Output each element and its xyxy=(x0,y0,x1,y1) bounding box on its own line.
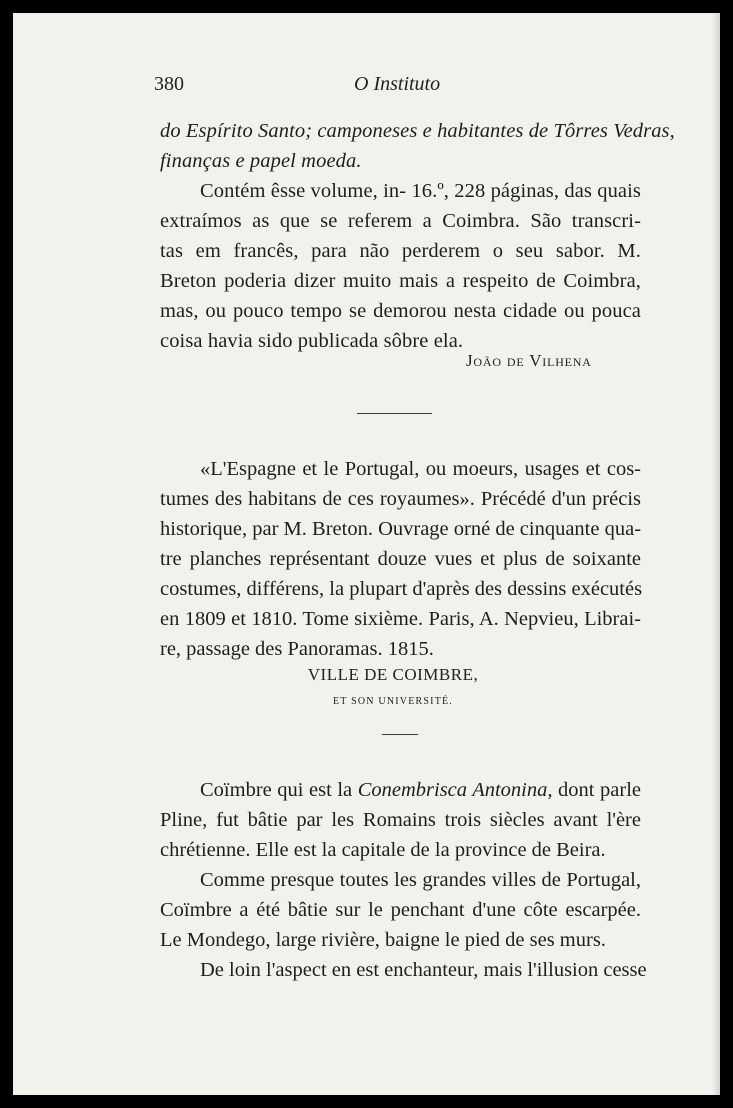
text-line: chrétienne. Elle est la capitale de la province de Beira. xyxy=(160,839,606,861)
text-line: en 1809 et 1810. Tome sixième. Paris, A. Nepvieu, Librai- xyxy=(160,608,641,630)
text-line: «L'Espagne et le Portugal, ou moeurs, usages et cos- xyxy=(200,458,641,480)
text-line: coisa havia sido publicada sôbre ela. xyxy=(160,330,464,352)
section-2-text xyxy=(160,454,641,664)
book-page xyxy=(13,13,720,1095)
chapter-subheading: ET SON UNIVERSITÉ. xyxy=(332,696,454,707)
text-line: tre planches représentant douze vues et plus de soixante xyxy=(160,548,641,570)
text-line: tumes des habitans de ces royaumes». Précédé d'un précis xyxy=(160,488,641,510)
text-line: De loin l'aspect en est enchanteur, mais l'illusion cesse xyxy=(200,959,647,981)
text-line: Pline, fut bâtie par les Romains trois siècles avant l'ère xyxy=(160,809,641,831)
text-fragment: dont parle xyxy=(552,779,641,801)
text-line: do Espírito Santo; camponeses e habitantes de Tôrres Vedras, xyxy=(160,120,675,142)
chapter-heading: VILLE DE COIMBRE, xyxy=(307,665,479,684)
section-divider xyxy=(357,413,432,414)
text-line: re, passage des Panoramas. 1815. xyxy=(160,638,434,660)
text-line: costumes, différens, la plupart d'après des dessins exécutés xyxy=(160,578,643,600)
section-1-text xyxy=(160,116,675,356)
text-line: Comme presque toutes les grandes villes de Portugal, xyxy=(200,869,641,891)
text-line: Contém êsse volume, in- 16.º, 228 páginas, das quais xyxy=(200,180,641,202)
text-line: Coïmbre a été bâtie sur le penchant d'une côte escarpée. xyxy=(160,899,641,921)
section-3-text xyxy=(160,775,647,985)
text-fragment: Coïmbre qui est la xyxy=(200,779,358,801)
author-signature: João de Vilhena xyxy=(466,351,592,370)
page-header xyxy=(154,73,654,101)
italic-latin-name: Conembrisca Antonina, xyxy=(357,779,553,801)
text-line: finanças e papel moeda. xyxy=(160,150,362,172)
text-line: mas, ou pouco tempo se demorou nesta cidade ou pouca xyxy=(160,300,641,322)
heading-divider xyxy=(382,734,418,735)
text-line: historique, par M. Breton. Ouvrage orné de cinquante qua- xyxy=(160,518,642,540)
text-line xyxy=(160,775,641,805)
page-number: 380 xyxy=(154,73,184,95)
text-line: tas em francês, para não perderem o seu sabor. M. xyxy=(160,240,641,262)
text-line: Breton poderia dizer muito mais a respeito de Coimbra, xyxy=(160,270,641,292)
running-title: O Instituto xyxy=(354,73,441,95)
text-line: Le Mondego, large rivière, baigne le pied de ses murs. xyxy=(160,929,606,951)
text-line: extraímos as que se referem a Coimbra. São transcri- xyxy=(160,210,641,232)
